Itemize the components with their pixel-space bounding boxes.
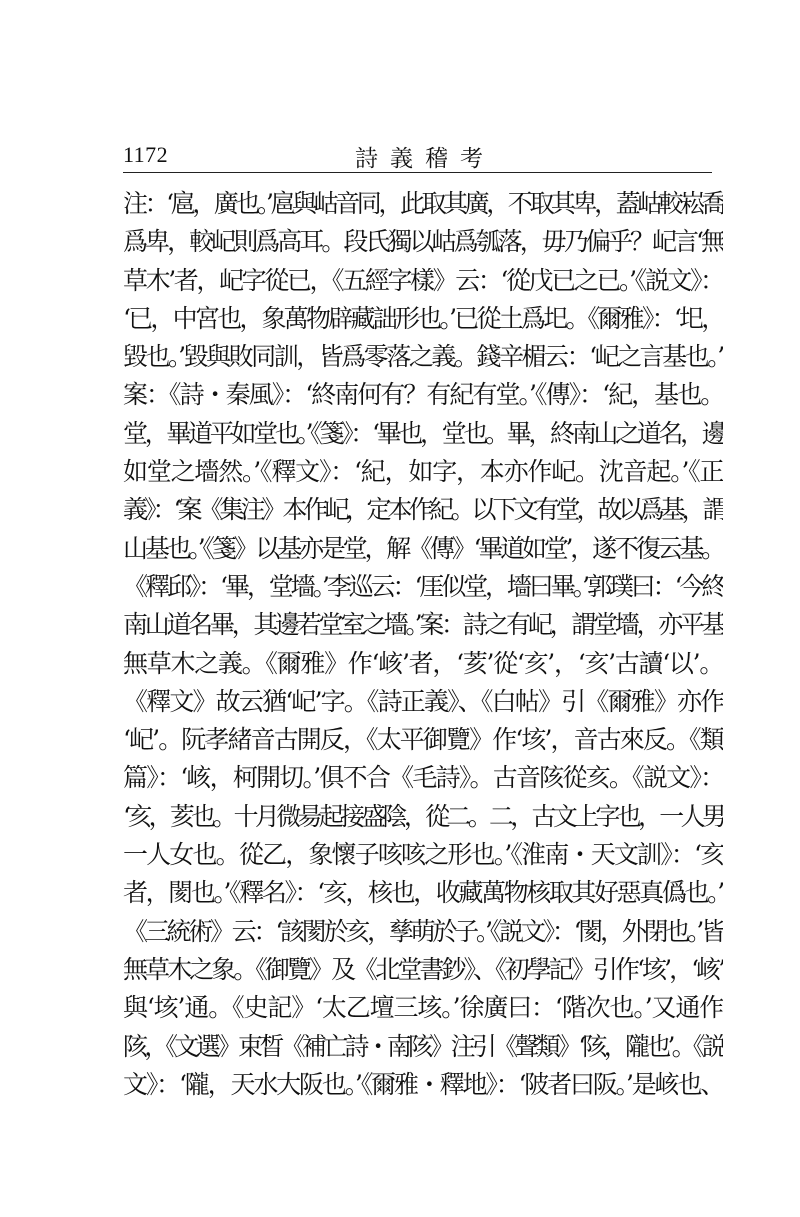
running-title: 詩義稽考 (355, 146, 495, 172)
text-line: 與‘垓’通。《史記》‘太乙壇三垓。’徐廣曰：‘階次也。’又通作 (123, 993, 723, 1023)
text-line: 無草木之義。《爾雅》作‘峐’者，‘荄’從‘亥’，‘亥’古讀‘以’。 (123, 648, 723, 678)
text-line: 山基也。’《箋》以基亦是堂，解《傳》‘畢道如堂’，遂不復云基。 (123, 533, 723, 563)
header-rule (123, 172, 712, 173)
text-line: 《釋文》故云猶‘屺’字。《詩正義》、《白帖》引《爾雅》亦作 (123, 686, 723, 716)
text-line: 篇》：‘峐，柯開切。’俱不合《毛詩》。古音陔從亥。《説文》： (123, 763, 723, 793)
text-line: 案：《詩・秦風》：‘終南何有？有紀有堂。’《傳》：‘紀，基也。 (123, 380, 723, 410)
text-line: 文》：‘隴，天水大阪也。’《爾雅・釋地》：‘陂者曰阪。’是峐也、 (123, 1069, 723, 1099)
text-line: 陔，《文選》束晳《補亡詩・南陔》注引《聲類》‘陔，隴也’。《説 (123, 1031, 723, 1061)
text-line: 者，閡也。’《釋名》：‘亥，核也，收藏萬物核取其好惡真僞也。’ (123, 878, 723, 908)
text-line: 爲卑，較屺則爲高耳。段氏獨以岵爲瓠落，毋乃偏乎？屺言‘無 (123, 227, 723, 257)
text-line: ‘亥，荄也。十月微昜起接盛陰，從二。二，古文上字也，一人男 (123, 801, 723, 831)
text-line: 南山道名畢，其邊若堂室之墻。’案：詩之有屺，謂堂墻，亦平基 (123, 610, 723, 640)
text-line: 一人女也。從乙，象懷子咳咳之形也。’《淮南・天文訓》：‘亥 (123, 840, 723, 870)
text-line: 《釋邱》：‘畢，堂墻。’李巡云：‘厓似堂，墻曰畢。’郭璞曰：‘今終 (123, 571, 723, 601)
text-line: 毀也。’毀與敗同訓，皆爲零落之義。錢辛楣云：‘屺之言基也。’ (123, 342, 723, 372)
text-line: 義》：‘案《集注》本作屺，定本作紀。以下文有堂，故以爲基，謂 (123, 495, 723, 525)
text-line: ‘已，中宮也，象萬物辟藏詘形也。’已從土爲圯。《爾雅》：‘圯， (123, 303, 723, 333)
page-number: 1172 (123, 142, 169, 167)
text-line: 如堂之墻然。’《釋文》：‘紀，如字，本亦作屺。沈音起。’《正 (123, 457, 723, 487)
text-line: 無草木之象。《御覽》及《北堂書鈔》、《初學記》引作‘垓’，‘峐’ (123, 954, 723, 984)
body-text (123, 185, 723, 1104)
text-line: 《三統術》云：‘該閡於亥，孳萌於子。’《説文》：‘閡，外閉也。’皆 (123, 916, 723, 946)
page-header (123, 140, 712, 170)
text-line: 堂，畢道平如堂也。’《箋》：‘畢也，堂也。畢，終南山之道名，邊 (123, 418, 723, 448)
text-line: 草木’者，屺字從已，《五經字樣》云：‘從戊已之已。’《説文》： (123, 265, 723, 295)
text-line: 注：‘扈，廣也。’扈與岵音同，此取其廣，不取其卑，蓋岵較崧喬 (123, 189, 723, 218)
text-line: ‘屺’。阮孝緒音古開反，《太平御覽》作‘垓’，音古來反。《類 (123, 725, 723, 755)
